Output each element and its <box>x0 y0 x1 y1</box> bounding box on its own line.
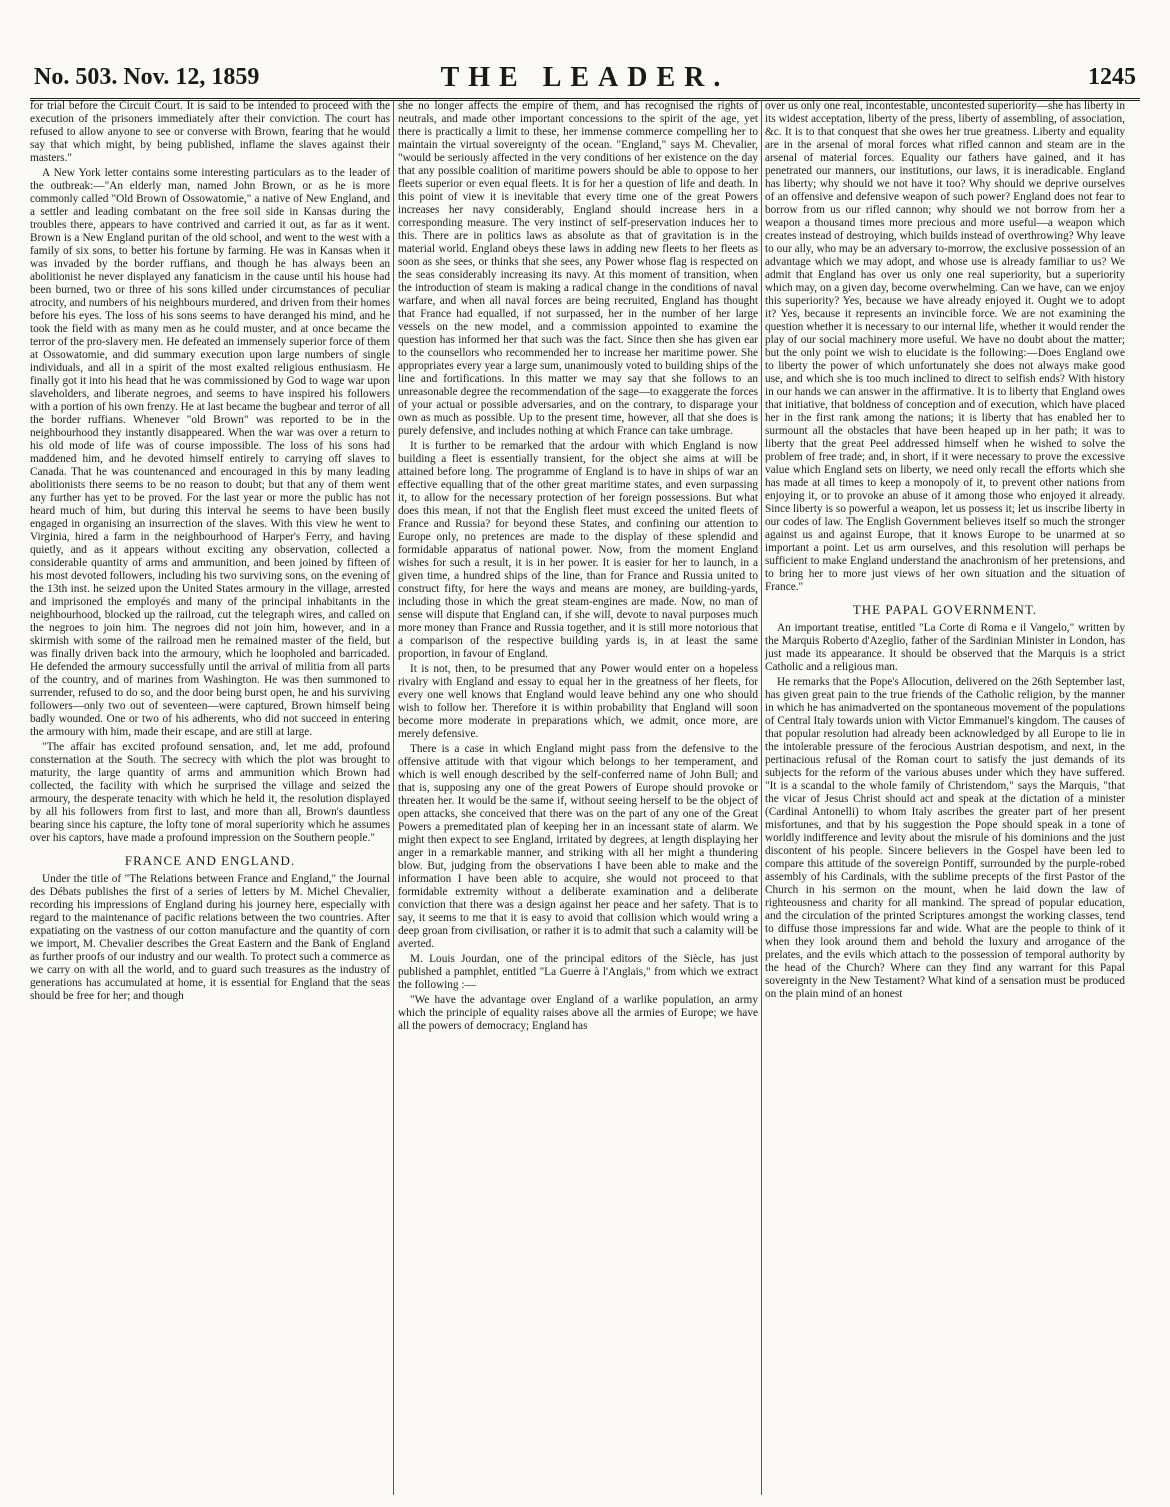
column-3 <box>765 100 1125 1495</box>
paragraph: "We have the advantage over England of a warlike population, an army which the principle of equality raises above all the armies of Europe; we have all the powers of democracy; England has <box>398 994 758 1032</box>
paragraph: M. Louis Jourdan, one of the principal editors of the Siècle, has just published a pamphlet, entitled "La Guerre à l'Anglais," from which we extract the following :— <box>398 953 758 991</box>
paragraph: An important treatise, entitled "La Corte di Roma e il Vangelo," written by the Marquis Roberto d'Azeglio, father of the Sardinian Minister in London, has just made its appearance. It should be observed that the Marquis is a strict Catholic and a religious man. <box>765 622 1125 673</box>
issue-date: No. 503. Nov. 12, 1859 <box>34 64 260 90</box>
column-1 <box>30 100 390 1495</box>
paragraph: for trial before the Circuit Court. It is said to be intended to proceed with the execution of the prisoners immediately after their conviction. The court has refused to allow anyone to see or converse with Brown, fearing that he would say that which might, by being published, inflame the slaves against their masters." <box>30 100 390 164</box>
column-rule <box>761 100 762 1495</box>
paragraph: He remarks that the Pope's Allocution, delivered on the 26th September last, has given great pain to the true friends of the Catholic religion, by the manner in which he has animadverted on the spontaneous movement of the populations of Central Italy towards union with Victor Emmanuel's kingdom. The causes of that popular resolution had already been acknowledged by all Europe to lie in the intolerable pressure of the ferocious Austrian despotism, and next, in the pertinacious refusal of the Roman court to satisfy the just demands of its subjects for the reform of the various abuses under which they have suffered. "It is a scandal to the whole family of Christendom," says the Marquis, "that the vicar of Jesus Christ should act and speak at the dictation of a minister (Cardinal Antonelli) to whom Italy ascribes the greater part of her present misfortunes, and that by his suggestion the Pope should speak in a tone of worldly indifference and levity about the misrule of his dominions and the just discontent of his people. Sincere believers in the Gospel have been led to compare this attitude of the sovereign Pontiff, surrounded by the purple-robed assembly of his Cardinals, with the sublime precepts of the first Pastor of the Church in his sermon on the mount, when he laid down the law of righteousness and charity for all mankind. The spread of popular education, and the circulation of the printed Scriptures amongst the working classes, tend to diffuse those impressions far and wide. What are the people to think of it when they look around them and behold the luxury and arrogance of the prelates, and the evils which attach to the possession of temporal authority by the head of the Church? Where can they find any warrant for this Papal sovereignty in the New Testament? What kind of a sensation must be produced on the plain mind of an honest <box>765 676 1125 1000</box>
paragraph: It is not, then, to be presumed that any Power would enter on a hopeless rivalry with England and essay to equal her in the greatness of her fleets, for every one well knows that England would leave behind any one who should wish to follow her. Therefore it is within probability that England will soon become more moderate in preparations which, we admit, once more, are merely defensive. <box>398 663 758 740</box>
paragraph: A New York letter contains some interesting particulars as to the leader of the outbreak:—"An elderly man, named John Brown, or as he is more commonly called "Old Brown of Ossowatomie," a native of New England, and a settler and leading combatant on the free soil side in Kansas during the troubles there, appears to have contrived and carried it out, as far as it went. Brown is a New England puritan of the old school, and went to the west with a family of six sons, to better his fortune by farming. He was in Kansas when it was invaded by the border ruffians, and though he has always been an abolitionist he never displayed any fanaticism in the cause until his house had been burned, two or three of his sons killed under circumstances of peculiar atrocity, and numbers of his neighbours murdered, and driven from their homes before his eyes. The loss of his sons seems to have deranged his mind, and he took the field with as many men as he could muster, and at once became the terror of the pro-slavery men. He defeated an immensely superior force of them at Ossowatomie, and did summary execution upon large numbers of single individuals, and all in a spirit of the most exalted religious enthusiasm. He finally got it into his head that he was commissioned by God to wage war upon slaveholders, and liberate negroes, and seems to have inspired his followers with a portion of his own frenzy. He at last became the bugbear and terror of all the border ruffians. Whenever "old Brown" was reported to be in the neighbourhood they instantly disappeared. When the war was over a return to his old mode of life was of course impossible. The loss of his sons had maddened him, and he devoted himself entirely to carrying off slaves to Canada. That he was countenanced and encouraged in this by many leading abolitionists there seems to be no reason to doubt; but that any of them went any further has yet to be proved. For the last year or more the public has not heard much of him, but during this interval he seems to have been busily engaged in organising an insurrection of the slaves. With this view he went to Virginia, hired a farm in the neighbourhood of Harper's Ferry, and having quietly, and as it appears without exciting any observation, collected a considerable quantity of arms and ammunition, and been joined by fifteen of his most devoted followers, including his two surviving sons, on the evening of the 13th inst. he seized upon the United States armoury in the village, arrested and imprisoned the employés and many of the principal inhabitants in the neighbourhood, blocked up the railroad, cut the telegraph wires, and called on the negroes to join him. The negroes did not join him, however, and in a skirmish with some of the railroad men he remained master of the field, but was finally driven back into the armoury, which he loopholed and barricaded. He defended the armoury successfully until the arrival of militia from all parts of the country, and of marines from Washington. He was then summoned to surrender, refused to do so, and the door being burst open, he and his surviving followers—only two out of seventeen—were captured, Brown himself being badly wounded. One or two of his adherents, who did not succeed in entering the armoury with him, made their escape, and are still at large. <box>30 167 390 738</box>
paragraph: over us only one real, incontestable, uncontested superiority—she has liberty in its widest acceptation, liberty of the press, liberty of assembling, of association, &c. It is to that conquest that she owes her true greatness. Liberty and equality are in the arsenal of moral forces what rifled cannon and steam are in the arsenal of material forces. Equality our fathers have gained, and it has penetrated our manners, our institutions, our laws, it is ineradicable. England has liberty; why should we not have it too? Why should we deprive ourselves of an offensive and defensive weapon of such power? England does not fear to borrow from us our rifled cannon; why should we not borrow from her a weapon a thousand times more precious and more useful—a weapon which creates instead of destroying, which builds instead of overthrowing? Why leave to our ally, who may be an adversary to-morrow, the exclusive possession of an advantage which we may adopt, and whose use is already familiar to us? We admit that England has over us only one real superiority, but a superiority which may, on a given day, become overwhelming. Can we have, can we enjoy this superiority? Yes, because we have already enjoyed it. Ought we to adopt it? Yes, because it represents an invincible force. We are not examining the question whether it is necessary to our internal life, whether it would render the play of our social machinery more useful. We have no doubt about the matter; but the only point we wish to elucidate is the following:—Does England owe to liberty the power of which unfortunately she does not always make good use, and which she is too much inclined to direct to selfish ends? With history in our hands we can answer in the affirmative. It is to liberty that England owes that initiative, that boldness of conception and of execution, which have placed her in the first rank among the nations; it is liberty that has enabled her to surmount all the obstacles that have been heaped up in her path; it was to liberty that the great Peel addressed himself when he wished to solve the problem of free trade; and, in short, if it were necessary to prove the excessive value which England sets on liberty, we need only recall the efforts which she has made at all times to keep a monopoly of it, to prevent other nations from enjoying it, or to provoke an abuse of it among those who enjoyed it already. Since liberty is so powerful a weapon, let us possess it; let us inscribe liberty in our codes of law. The English Government believes itself so much the stronger against us and against Europe, that it knows Europe to be unarmed at so important a point. Let us arm ourselves, and this resolution will perhaps be sufficient to make England understand the anachronism of her pretensions, and to bring her to more just views of her own situation and the situation of France." <box>765 100 1125 593</box>
masthead <box>30 58 1140 101</box>
article-heading: FRANCE AND ENGLAND. <box>124 853 296 868</box>
paragraph: Under the title of "The Relations between France and England," the Journal des Débats publishes the first of a series of letters by M. Michel Chevalier, recording his impressions of England during his journey here, especially with regard to the maintenance of pacific relations between the two countries. After expatiating on the vastness of our cotton manufacture and the quantity of corn we import, M. Chevalier describes the Great Eastern and the Bank of England as further proofs of our industry and our wealth. To protect such a commerce as we carry on with all the world, and to guard such treasures as the industry of generations has accumulated at home, it is essential for England that the seas should be free for her; and though <box>30 873 390 1002</box>
paragraph: It is further to be remarked that the ardour with which England is now building a fleet is essentially transient, for the object she aims at will be attained before long. The programme of England is to have in ships of war an effective equalling that of the other great maritime states, and even surpassing it, to allow for the necessary protection of her foreign possessions. But what does this mean, if not that the English fleet must exceed the united fleets of France and Russia? for beyond these States, and confining our attention to Europe only, no pretences are made to the display of these splendid and formidable apparatus of national power. Now, from the moment England wishes for such a result, it is in her power. It is easier for her to launch, in a given time, a hundred ships of the line, than for France and Russia united to construct fifty, for here the ways and means are money, are building-yards, including those in which the great steam-engines are made. Now, no man of sense will dispute that England can, if she will, devote to naval purposes much more money than France and Russia together, and it is still more notorious that a comparison of the respective building yards is, in at least the same proportion, in favour of England. <box>398 440 758 660</box>
paragraph: she no longer affects the empire of them, and has recognised the rights of neutrals, and made other important concessions to the spirit of the age, yet there is practically a limit to these, her immense commerce compelling her to maintain the virtual sovereignty of the ocean. "England," says M. Chevalier, "would be seriously affected in the very conditions of her existence on the day that any possible coalition of maritime powers should be able to oppose to her fleets superior or even equal fleets. It is for her a question of life and death. In this point of view it is inevitable that every time one of the great Powers increases her navy considerably, England should increase hers in a corresponding measure. The very instinct of self-preservation induces her to this. There are in politics laws as absolute as that of gravitation is in the material world. England obeys these laws in adding new fleets to her fleets as soon as she sees, or thinks that she sees, any Power whose flag is respected on the seas considerably increasing its navy. At this moment of transition, when the introduction of steam is making a radical change in the conditions of naval warfare, and when all naval forces are being recruited, England has thought that France had equalled, if not surpassed, her in the number of her large vessels on the new model, and a commission appointed to examine the question has informed her that such was the fact. Since then she has given ear to the counsellors who recommended her to increase her maritime power. She appropriates every year a large sum, unanimously voted to building ships of the line and fortifications. In this matter we may say that she follows to an unreasonable degree the recommendation of the sage—to exaggerate the forces of your actual or possible adversaries, and on the contrary, to disparage your own as much as possible. Up to the present time, however, all that she does is purely defensive, and includes nothing at which France can take umbrage. <box>398 100 758 437</box>
column-2 <box>398 100 758 1495</box>
column-rule <box>393 100 394 1495</box>
article-heading: THE PAPAL GOVERNMENT. <box>852 602 1038 617</box>
paragraph: "The affair has excited profound sensation, and, let me add, profound consternation at the South. The secrecy with which the plot was brought to maturity, the large quantity of arms and ammunition which Brown had collected, the facility with which he surprised the village and seized the armoury, the desperate tenacity with which he held it, the resolution displayed by all his followers from first to last, and more than all, Brown's dauntless bearing since his capture, the lofty tone of moral superiority which he assumes over his captors, have made a profound impression on the Southern people." <box>30 741 390 844</box>
newspaper-title: THE LEADER. <box>440 62 730 93</box>
paragraph: There is a case in which England might pass from the defensive to the offensive attitude with that vigour which belongs to her temperament, and which is well enough described by the self-conferred name of John Bull; and that is, supposing any one of the great Powers of Europe should provoke or threaten her. It would be the same if, without seeing herself to be the object of open attacks, she conceived that there was on the part of any one of the Great Powers a premeditated plan of keeping her in an incessant state of alarm. We might then expect to see England, irritated by degrees, at length displaying her anger in a remarkable manner, and striking with all her might a thundering blow. But, judging from the observations I have been able to make and the information I have been able to acquire, she would not proceed to that formidable extremity without a deliberate examination and a deliberate conviction that there was a design against her peace and her safety. That is to say, it seems to me that it is easy to avoid that collision which would wring a deep groan from civilisation, or rather it is to admit that such a calamity will be averted. <box>398 743 758 950</box>
page-number: 1245 <box>1088 64 1136 90</box>
